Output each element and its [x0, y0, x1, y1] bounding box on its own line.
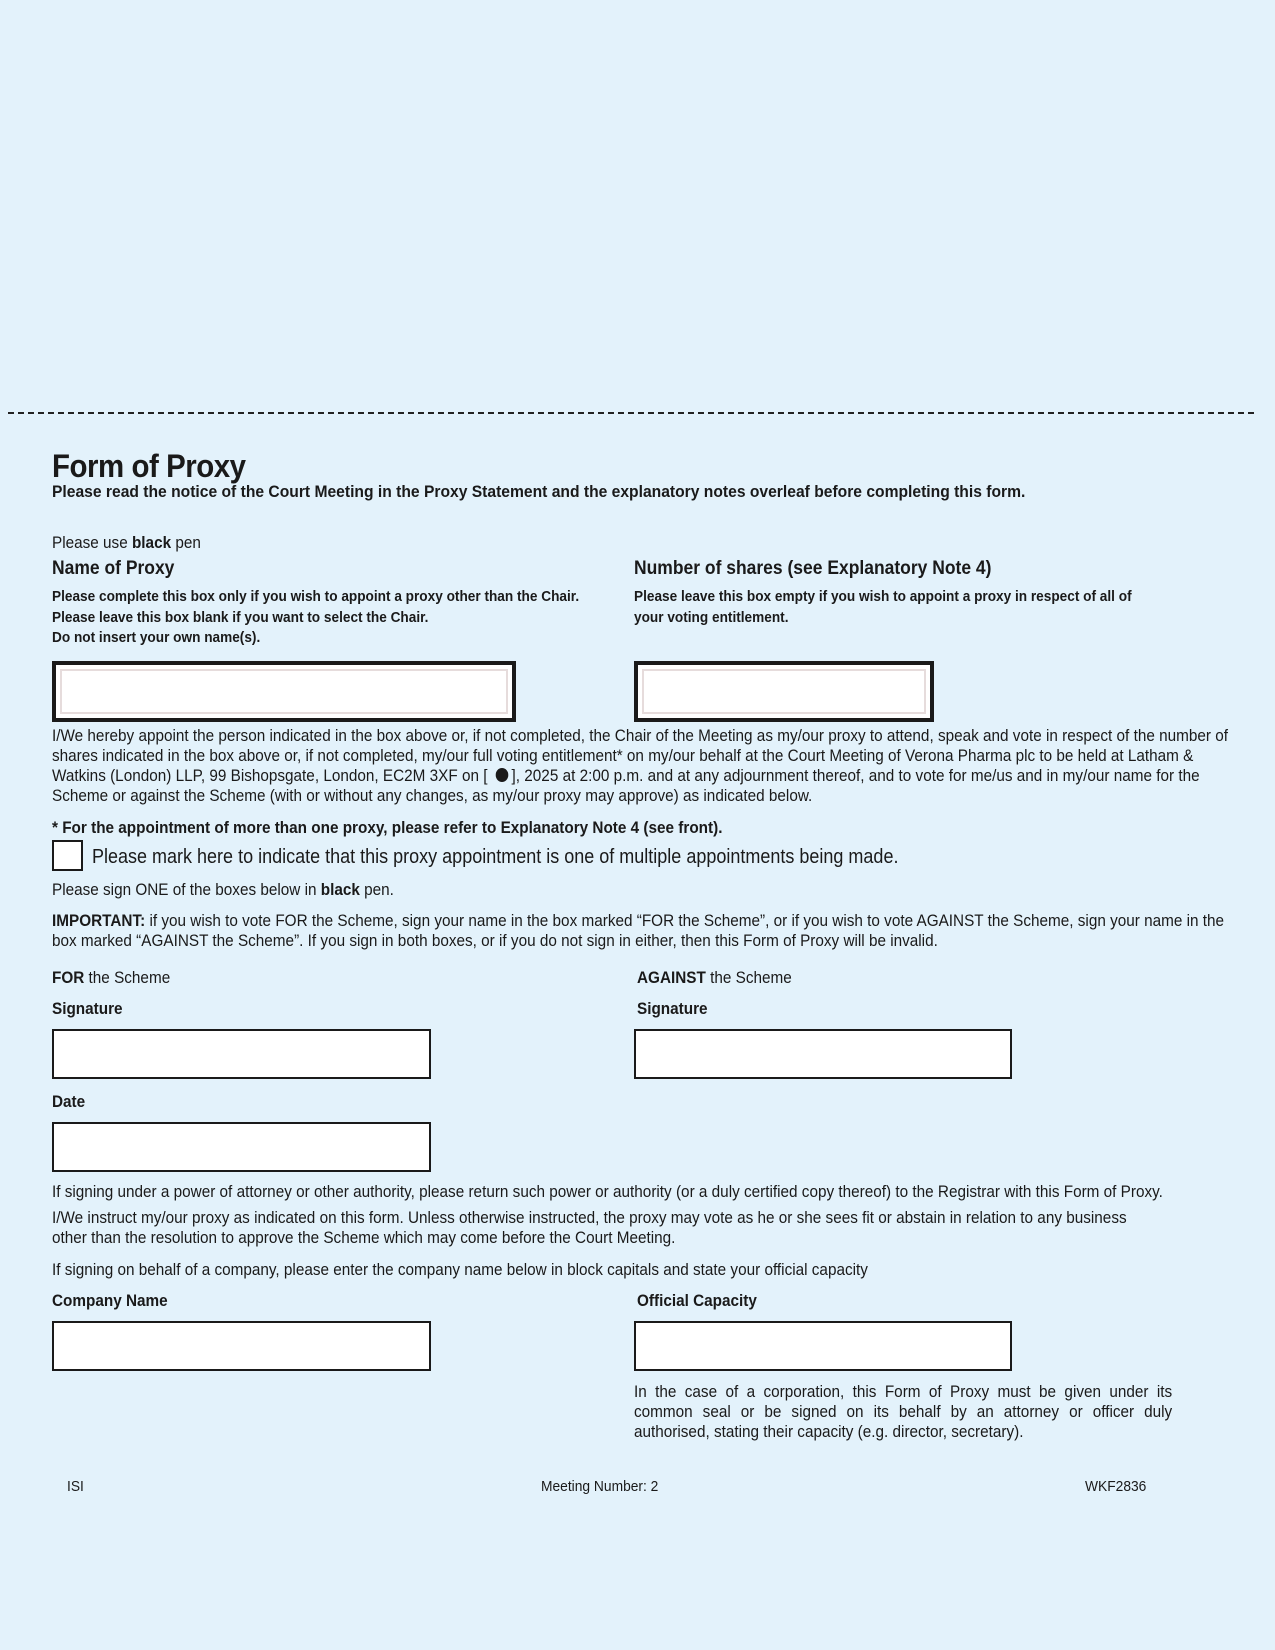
- footer-left-code: ISI: [67, 1478, 84, 1495]
- form-title: Form of Proxy: [52, 448, 246, 484]
- for-signature-label: Signature: [52, 999, 123, 1018]
- official-capacity-input[interactable]: [634, 1321, 1012, 1371]
- for-scheme-label: FOR the Scheme: [52, 968, 171, 987]
- proxy-name-note-line: Do not insert your own name(s).: [52, 630, 261, 646]
- proxy-name-input[interactable]: [52, 661, 516, 722]
- company-intro: If signing on behalf of a company, please enter the company name below in block capitals and state your official capacity: [52, 1260, 868, 1279]
- against-signature-input[interactable]: [634, 1029, 1012, 1079]
- placeholder-dot-icon: [495, 768, 508, 782]
- against-scheme-label: AGAINST the Scheme: [637, 968, 792, 987]
- proxy-name-note: [52, 587, 579, 649]
- against-signature-label: Signature: [637, 999, 708, 1018]
- shares-heading: Number of shares (see Explanatory Note 4): [634, 558, 992, 579]
- company-name-input[interactable]: [52, 1321, 431, 1371]
- important-paragraph: IMPORTANT: if you wish to vote FOR the Scheme, sign your name in the box marked “FOR the Scheme”, or if you wish to vote AGAINST the Scheme, sign your name in the box marked “AGAINST the Scheme”. If you sign in both boxes, or if you do not sign in either, then this Form of Proxy will be invalid.: [52, 911, 1225, 950]
- date-input[interactable]: [52, 1122, 431, 1172]
- instruction-paragraph: I/We instruct my/our proxy as indicated on this form. Unless otherwise instructed, the proxy may vote as he or she sees fit or abstain in relation to any business other than the resolution to approve the Scheme which may come before the Court Meeting.: [52, 1208, 1127, 1247]
- corporation-note: In the case of a corporation, this Form of Proxy must be given under its common seal or be signed on its behalf by an attorney or officer duly authorised, stating their capacity (e.g. director, secretary).: [634, 1382, 1173, 1441]
- appointment-paragraph: I/We hereby appoint the person indicated in the box above or, if not completed, the Chair of the Meeting as my/our proxy to attend, speak and vote in respect of the number of shares indicated in the box above or, if not completed, my/our full voting entitlement* on my/our behalf at the Court Meeting of Verona Pharma plc to be held at Latham & Watkins (London) LLP, 99 Bishopsgate, London, EC2M 3XF on [ ], 2025 at 2:00 p.m. and at any adjournment thereof, and to vote for me/us and in my/our name for the Scheme or against the Scheme (with or without any changes, as my/our proxy may approve) as indicated below.: [52, 726, 1228, 805]
- meeting-number: Meeting Number: 2: [541, 1478, 659, 1495]
- form-subtitle: Please read the notice of the Court Meeting in the Proxy Statement and the explanatory notes overleaf before completing this form.: [52, 482, 1026, 501]
- proxy-name-note-line: Please complete this box only if you wish to appoint a proxy other than the Chair.: [52, 589, 580, 605]
- multiple-appointments-label: Please mark here to indicate that this proxy appointment is one of multiple appointments being made.: [92, 846, 899, 868]
- shares-input[interactable]: [634, 661, 934, 722]
- shares-note-line: Please leave this box empty if you wish to appoint a proxy in respect of all of: [634, 589, 1132, 605]
- for-signature-input[interactable]: [52, 1029, 431, 1079]
- cut-line: [8, 412, 1254, 414]
- footer-right-code: WKF2836: [1085, 1478, 1147, 1495]
- date-label: Date: [52, 1092, 86, 1111]
- pen-instruction: Please use black pen: [52, 533, 201, 552]
- multiple-appointments-checkbox[interactable]: [52, 840, 83, 871]
- shares-note: [634, 587, 1132, 628]
- proxy-name-note-line: Please leave this box blank if you want to select the Chair.: [52, 609, 429, 626]
- proxy-name-heading: Name of Proxy: [52, 558, 175, 579]
- multi-proxy-note: * For the appointment of more than one proxy, please refer to Explanatory Note 4 (see front).: [52, 818, 723, 837]
- company-name-label: Company Name: [52, 1291, 168, 1310]
- shares-note-line: your voting entitlement.: [634, 609, 789, 626]
- official-capacity-label: Official Capacity: [637, 1291, 757, 1310]
- sign-instruction: Please sign ONE of the boxes below in black pen.: [52, 880, 394, 899]
- power-of-attorney-note: If signing under a power of attorney or other authority, please return such power or authority (or a duly certified copy thereof) to the Registrar with this Form of Proxy.: [52, 1182, 1163, 1201]
